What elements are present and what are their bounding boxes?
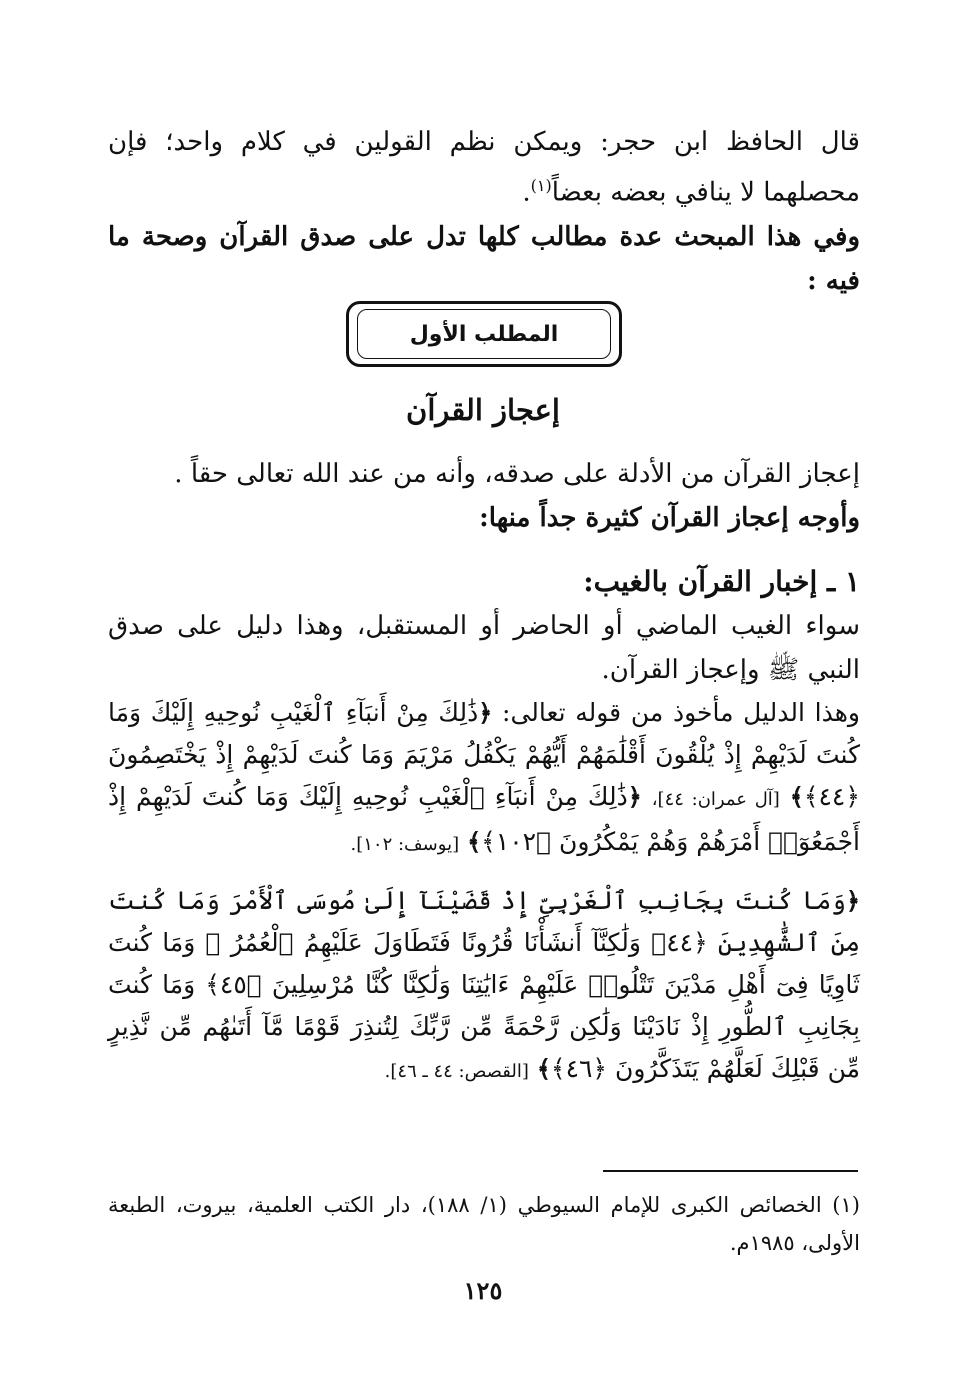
point-text: سواء الغيب الماضي أو الحاضر أو المستقبل، وهذا دليل على صدق النبي ﷺ وإعجاز القرآن. <box>108 611 860 685</box>
page-heading: إعجاز القرآن <box>406 393 560 427</box>
footnote-marker: (١) <box>530 176 552 195</box>
verse-yusuf: ذَٰلِكَ مِنْ أَنبَآءِ ٱلْغَيْبِ نُوحِيهِ إِلَيْكَ وَمَا كُنتَ لَدَيْهِمْ إِذْ أَجْمَعُوٓا۟ أَمْرَهُمْ وَهُمْ يَمْكُرُونَ ﴿١٠٢﴾ <box>108 782 860 856</box>
verse-qasas: وَمَا كُنتَ بِجَانِبِ ٱلْغَرْبِىِّ إِذْ قَضَيْنَآ إِلَىٰ مُوسَى ٱلْأَمْرَ وَمَا كُنتَ مِنَ ٱلشَّٰهِدِينَ ﴿٤٤﴾ وَلَٰكِنَّآ أَنشَأْنَا قُرُونًا فَتَطَاوَلَ عَلَيْهِمُ ٱلْعُمُرُ ۚ وَمَا كُنتَ ثَاوِيًا فِىٓ أَهْلِ مَدْيَنَ تَتْلُوا۟ عَلَيْهِمْ ءَايَٰتِنَا وَلَٰكِنَّا كُنَّا مُرْسِلِينَ ﴿٤٥﴾ وَمَا كُنتَ بِجَانِبِ ٱلطُّورِ إِذْ نَادَيْنَا وَلَٰكِن رَّحْمَةً مِّن رَّبِّكَ لِتُنذِرَ قَوْمًا مَّآ أَتَىٰهُم مِّن نَّذِيرٍ مِّن قَبْلِكَ لَعَلَّهُمْ يَتَذَكَّرُونَ ﴿٤٦﴾ <box>108 886 860 1083</box>
intro-section <box>108 120 860 303</box>
close-bracket: ﴾ <box>789 782 804 811</box>
paragraph-aspects: وأوجه إعجاز القرآن كثيرة جداً منها: <box>479 503 860 533</box>
ibn-hajar-quote <box>108 120 860 215</box>
evidence-lead: وهذا الدليل مأخوذ من قوله تعالى: <box>502 698 860 727</box>
paragraph-intro: إعجاز القرآن من الأدلة على صدقه، وأنه من عند الله تعالى حقاً . <box>174 459 860 489</box>
quran-block <box>108 880 860 1093</box>
evidence-paragraph <box>108 692 860 866</box>
body-section <box>108 452 860 1093</box>
footnote-separator <box>603 1170 858 1172</box>
close-bracket: ﴾ <box>536 1054 551 1083</box>
open-bracket: ﴿ <box>845 886 860 915</box>
section-intro-line: وفي هذا المبحث عدة مطالب كلها تدل على صدق القرآن وصحة ما فيه : <box>108 221 860 296</box>
footnote-section <box>108 1186 860 1262</box>
section-box-label: المطلب الأول <box>409 321 559 347</box>
page-number: ١٢٥ <box>463 1276 503 1305</box>
close-bracket: ﴾ <box>467 827 482 856</box>
reference-yusuf: [يوسف: ١٠٢]. <box>350 834 460 855</box>
verse-al-imran: ذَٰلِكَ مِنْ أَنبَآءِ ٱلْغَيْبِ نُوحِيهِ إِلَيْكَ وَمَا كُنتَ لَدَيْهِمْ إِذْ يُلْقُونَ أَقْلَٰمَهُمْ أَيُّهُمْ يَكْفُلُ مَرْيَمَ وَمَا كُنتَ لَدَيْهِمْ إِذْ يَخْتَصِمُونَ ﴿٤٤﴾ <box>108 698 860 811</box>
reference-al-imran: [آل عمران: ٤٤]، <box>651 789 780 810</box>
open-bracket: ﴿ <box>627 782 642 811</box>
quote-text: قال الحافظ ابن حجر: ويمكن نظم القولين في كلام واحد؛ فإن محصلهما لا ينافي بعضه بعضاً <box>108 127 860 208</box>
reference-qasas: [القصص: ٤٤ ـ ٤٦]. <box>384 1061 529 1082</box>
point-title: ١ ـ إخبار القرآن بالغيب: <box>583 565 860 598</box>
open-bracket: ﴿ <box>478 698 493 727</box>
quote-end: . <box>522 177 531 208</box>
section-title-box <box>346 301 622 367</box>
footnote-text: (١) الخصائص الكبرى للإمام السيوطي (١/ ١٨٨)، دار الكتب العلمية، بيروت، الطبعة الأولى، ١٩٨٥م. <box>108 1193 860 1255</box>
